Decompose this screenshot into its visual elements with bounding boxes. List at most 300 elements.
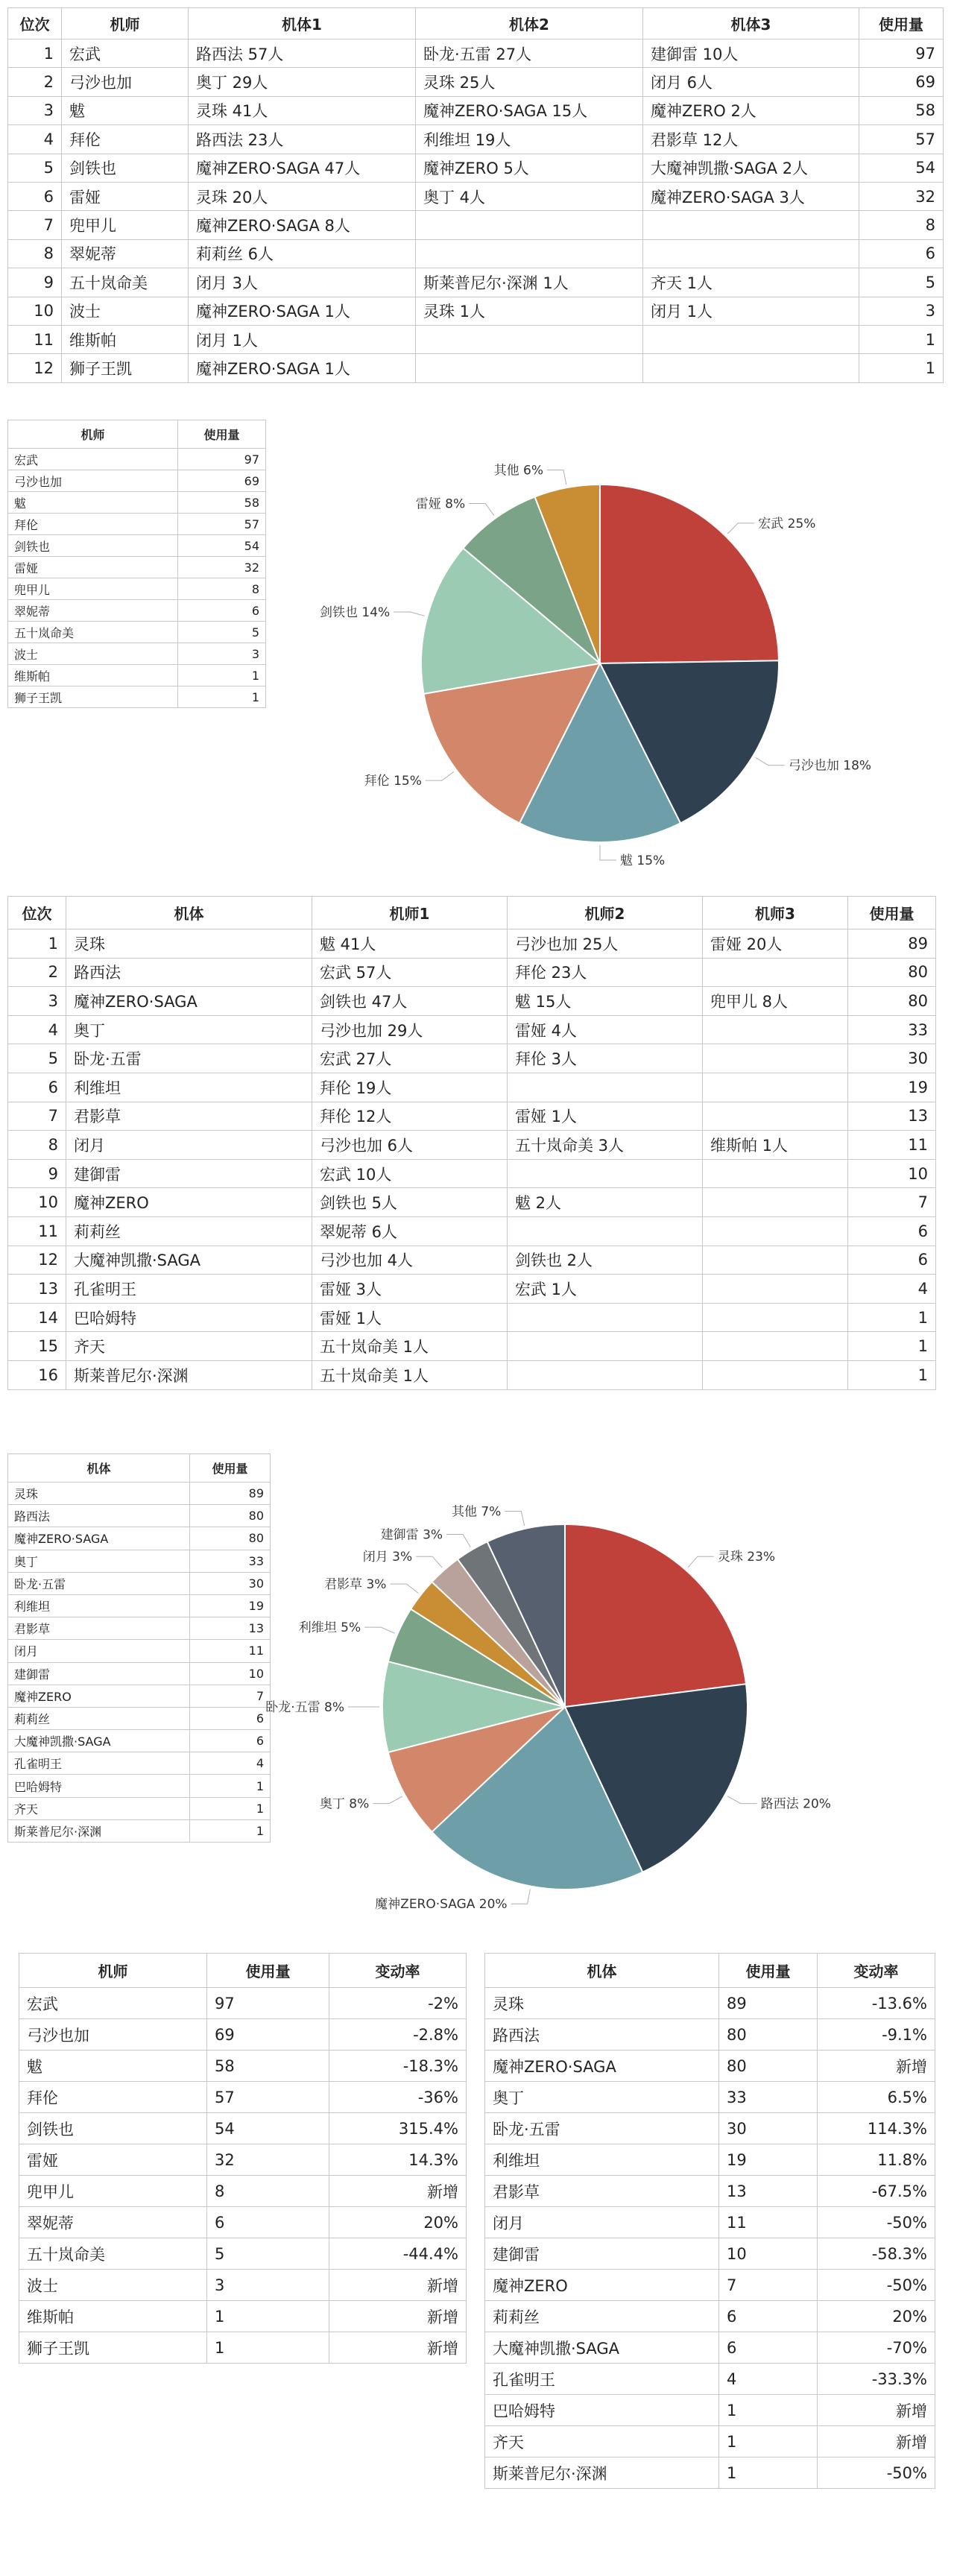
table-cell: 8 [207, 2176, 329, 2207]
table-cell: 32 [207, 2144, 329, 2176]
table-cell [508, 1159, 703, 1188]
table-cell: 6 [178, 600, 266, 622]
table-cell: 利维坦 [485, 2144, 719, 2176]
table-cell: 魔神ZERO·SAGA 47人 [189, 154, 416, 182]
table-cell: 19 [719, 2144, 818, 2176]
table-row [8, 1550, 271, 1572]
table-cell: 奥丁 [66, 1015, 312, 1044]
table-row [485, 2270, 935, 2301]
table-cell: 80 [848, 987, 936, 1016]
table-row [8, 154, 944, 182]
table-cell: 波士 [8, 643, 178, 665]
table-row [485, 2207, 935, 2238]
table-cell: 卧龙·五雷 [66, 1044, 312, 1073]
table-cell: 6 [848, 1246, 936, 1275]
table-cell: 1 [719, 2395, 818, 2426]
table-cell: 89 [190, 1483, 271, 1505]
pie-leader-line-4 [394, 612, 424, 616]
pie-label-8: 建御雷 3% [380, 1527, 443, 1543]
table-cell: 闭月 1人 [643, 297, 859, 325]
table-cell: 80 [848, 958, 936, 987]
column-header: 机师1 [312, 897, 508, 929]
table-row [8, 211, 944, 239]
table-cell: 魃 15人 [508, 987, 703, 1016]
table-cell: 大魔神凯撒·SAGA [66, 1246, 312, 1275]
table-cell: 奥丁 [485, 2082, 719, 2113]
table-cell: 33 [719, 2082, 818, 2113]
table-row [485, 2113, 935, 2144]
table-cell: 30 [719, 2113, 818, 2144]
table-row [8, 297, 944, 325]
table-cell: 97 [859, 40, 944, 68]
table-cell: 莉莉丝 [485, 2301, 719, 2332]
table-cell: 弓沙也加 25人 [508, 929, 703, 959]
table-cell [508, 1360, 703, 1389]
table-cell: 翠妮蒂 [8, 600, 178, 622]
table-row [485, 2301, 935, 2332]
table-cell: 20% [818, 2301, 935, 2332]
table-cell: 拜伦 19人 [312, 1073, 508, 1102]
table-row [8, 40, 944, 68]
table-row [8, 1159, 936, 1188]
table-row [8, 686, 266, 708]
pie-leader-line-6 [390, 1584, 418, 1593]
table-row [8, 1527, 271, 1550]
table-row [8, 1662, 271, 1685]
table-cell: 雷娅 3人 [312, 1275, 508, 1304]
pie-leader-line-3 [373, 1796, 402, 1804]
table-row [8, 268, 944, 297]
table-header-row [8, 897, 936, 929]
pie-leader-line-5 [364, 1627, 394, 1633]
table-row [19, 2332, 467, 2364]
column-header: 机师 [19, 1954, 207, 1988]
table-cell: 9 [8, 1159, 66, 1188]
table-cell: 拜伦 12人 [312, 1102, 508, 1131]
table-row [8, 1015, 936, 1044]
table-row [8, 600, 266, 622]
table-row [8, 125, 944, 154]
column-header: 使用量 [207, 1954, 329, 1988]
table-cell: 灵珠 41人 [189, 96, 416, 124]
pie-label-9: 其他 7% [451, 1504, 502, 1520]
table-cell: 卧龙·五雷 [8, 1572, 190, 1594]
mech-summary-table [7, 1453, 271, 1843]
table-cell: 君影草 [485, 2176, 719, 2207]
table-cell: 97 [178, 449, 266, 470]
table-row [19, 2176, 467, 2207]
table-cell: 新增 [818, 2051, 935, 2082]
table-cell: 翠妮蒂 6人 [312, 1216, 508, 1246]
table-row [8, 182, 944, 210]
column-header: 使用量 [848, 897, 936, 929]
column-header: 使用量 [178, 420, 266, 449]
column-header: 变动率 [818, 1954, 935, 1988]
table-cell [703, 1073, 848, 1102]
table-cell: 7 [848, 1188, 936, 1217]
table-header-row [8, 8, 944, 40]
table-cell: -2.8% [329, 2019, 467, 2051]
table-cell: 5 [207, 2238, 329, 2270]
table-cell: 闭月 3人 [189, 268, 416, 297]
table-row [8, 1707, 271, 1729]
table-cell [508, 1303, 703, 1332]
table-cell: 19 [190, 1594, 271, 1617]
table-row [8, 622, 266, 643]
table-cell: -50% [818, 2457, 935, 2489]
table-cell [643, 211, 859, 239]
table-cell: 剑铁也 2人 [508, 1246, 703, 1275]
table-cell: 维斯帕 [8, 665, 178, 686]
table-cell [508, 1073, 703, 1102]
table-cell: 20% [329, 2207, 467, 2238]
pie-label-1: 弓沙也加 18% [788, 758, 872, 774]
pie-label-1: 路西法 20% [760, 1796, 831, 1812]
table-cell: 6 [8, 1073, 66, 1102]
table-cell: 宏武 [62, 40, 189, 68]
table-row [8, 1594, 271, 1617]
table-cell: 斯莱普尼尔·深渊 [66, 1360, 312, 1389]
table-cell: 54 [207, 2113, 329, 2144]
table-cell: 7 [190, 1685, 271, 1707]
table-cell: 魔神ZERO·SAGA 8人 [189, 211, 416, 239]
table-cell: 1 [178, 665, 266, 686]
table-cell: 2 [8, 68, 62, 96]
table-cell: 建御雷 [66, 1159, 312, 1188]
table-cell: 1 [190, 1775, 271, 1797]
pie-label-6: 君影草 3% [324, 1577, 387, 1593]
table-cell: 80 [719, 2019, 818, 2051]
table-cell: 兜甲儿 [8, 578, 178, 600]
table-cell: 13 [719, 2176, 818, 2207]
table-cell: 8 [8, 1131, 66, 1160]
pie-leader-line-1 [727, 1796, 757, 1804]
table-cell: 13 [190, 1617, 271, 1640]
table-row [8, 354, 944, 382]
table-cell: 魔神ZERO·SAGA 1人 [189, 297, 416, 325]
table-cell: -67.5% [818, 2176, 935, 2207]
pie-label-4: 卧龙·五雷 8% [265, 1700, 344, 1715]
table-cell: 3 [8, 987, 66, 1016]
table-cell: 5 [178, 622, 266, 643]
pie-label-7: 闭月 3% [362, 1550, 413, 1565]
table-cell: 大魔神凯撒·SAGA [485, 2332, 719, 2364]
pie-slice-0 [600, 484, 779, 663]
table-cell: 新增 [329, 2176, 467, 2207]
table-cell: 新增 [329, 2301, 467, 2332]
table-cell: 5 [8, 154, 62, 182]
pie-label-4: 剑铁也 14% [319, 605, 391, 621]
column-header: 机体 [66, 897, 312, 929]
table-row [485, 1988, 935, 2019]
table-cell: 维斯帕 [62, 325, 189, 353]
table-row [8, 68, 944, 96]
column-header: 机体2 [416, 8, 643, 40]
table-cell: 6 [190, 1707, 271, 1729]
table-cell: 80 [190, 1505, 271, 1527]
table-cell: 32 [859, 182, 944, 210]
table-row [19, 2019, 467, 2051]
table-cell [416, 325, 643, 353]
table-cell: 58 [859, 96, 944, 124]
table-cell: 69 [178, 470, 266, 492]
table-row [8, 1685, 271, 1707]
pie-label-6: 其他 6% [493, 463, 544, 479]
pilot-change-table [19, 1953, 467, 2364]
column-header: 机师3 [703, 897, 848, 929]
table-row [485, 2082, 935, 2113]
table-cell: 1 [859, 354, 944, 382]
table-cell: 11 [190, 1640, 271, 1662]
table-cell: 8 [859, 211, 944, 239]
table-cell: 魔神ZERO 5人 [416, 154, 643, 182]
table-cell: 弓沙也加 4人 [312, 1246, 508, 1275]
table-cell: 魃 [8, 492, 178, 514]
table-cell: 拜伦 [19, 2082, 207, 2113]
pie-leader-line-1 [756, 757, 785, 765]
table-cell: 9 [8, 268, 62, 297]
table-row [8, 578, 266, 600]
table-cell: 69 [207, 2019, 329, 2051]
table-cell: 雷娅 [19, 2144, 207, 2176]
pie-leader-line-8 [446, 1534, 470, 1547]
pie-label-0: 宏武 25% [758, 516, 816, 531]
table-cell: 30 [848, 1044, 936, 1073]
table-row [19, 1988, 467, 2019]
table-row [8, 239, 944, 268]
table-cell: -50% [818, 2207, 935, 2238]
column-header: 机师 [8, 420, 178, 449]
table-cell: 维斯帕 [19, 2301, 207, 2332]
table-cell [643, 354, 859, 382]
table-cell: 建御雷 [485, 2238, 719, 2270]
pie-label-5: 利维坦 5% [298, 1620, 361, 1636]
table-row [8, 1188, 936, 1217]
table-cell: 莉莉丝 6人 [189, 239, 416, 268]
table-cell: 君影草 [8, 1617, 190, 1640]
table-cell: 4 [8, 1015, 66, 1044]
table-cell: 宏武 57人 [312, 958, 508, 987]
table-cell: 16 [8, 1360, 66, 1389]
table-cell: -13.6% [818, 1988, 935, 2019]
table-row [8, 1505, 271, 1527]
table-cell: 翠妮蒂 [62, 239, 189, 268]
table-row [19, 2113, 467, 2144]
table-row [8, 449, 266, 470]
table-cell: 7 [8, 211, 62, 239]
pie-leader-line-2 [600, 845, 616, 860]
pilot-summary-table [7, 420, 266, 708]
table-cell: 1 [719, 2457, 818, 2489]
table-cell: 6 [8, 182, 62, 210]
table-cell: 卧龙·五雷 27人 [416, 40, 643, 68]
table-row [8, 1752, 271, 1775]
table-cell: 路西法 [8, 1505, 190, 1527]
table-cell [703, 1303, 848, 1332]
table-row [8, 1797, 271, 1819]
table-cell: 1 [190, 1819, 271, 1842]
table-cell: 灵珠 [8, 1483, 190, 1505]
table-row [8, 643, 266, 665]
table-cell: 兜甲儿 [62, 211, 189, 239]
table-cell: 54 [859, 154, 944, 182]
column-header: 位次 [8, 8, 62, 40]
table-header-row [19, 1954, 467, 1988]
table-cell: 6 [207, 2207, 329, 2238]
table-cell: 58 [178, 492, 266, 514]
table-cell: 11.8% [818, 2144, 935, 2176]
table-cell: 4 [8, 125, 62, 154]
table-cell: -33.3% [818, 2364, 935, 2395]
table-row [8, 1246, 936, 1275]
table-row [485, 2144, 935, 2176]
column-header: 机体 [485, 1954, 719, 1988]
table-cell: 10 [190, 1662, 271, 1685]
table-row [8, 1303, 936, 1332]
table-cell: 雷娅 [62, 182, 189, 210]
table-cell: 魔神ZERO [485, 2270, 719, 2301]
table-cell: 33 [190, 1550, 271, 1572]
table-row [8, 1044, 936, 1073]
table-cell [416, 211, 643, 239]
table-cell: 路西法 [485, 2019, 719, 2051]
table-row [8, 1617, 271, 1640]
table-cell: 3 [859, 297, 944, 325]
table-cell: 11 [8, 1216, 66, 1246]
table-cell: 利维坦 [8, 1594, 190, 1617]
table-cell: 路西法 57人 [189, 40, 416, 68]
pie-label-0: 灵珠 23% [717, 1550, 776, 1565]
table-cell: 魔神ZERO [66, 1188, 312, 1217]
table-cell: 五十岚命美 1人 [312, 1360, 508, 1389]
table-cell: 魔神ZERO·SAGA [485, 2051, 719, 2082]
table-cell: 大魔神凯撒·SAGA [8, 1730, 190, 1752]
table-cell: 8 [178, 578, 266, 600]
table-row [8, 1332, 936, 1361]
table-cell [508, 1332, 703, 1361]
table-cell: 13 [8, 1275, 66, 1304]
table-cell: 弓沙也加 [19, 2019, 207, 2051]
table-cell: 10 [719, 2238, 818, 2270]
table-row [19, 2270, 467, 2301]
table-cell: 五十岚命美 [19, 2238, 207, 2270]
column-header: 机师 [62, 8, 189, 40]
table-cell: 7 [8, 1102, 66, 1131]
table-cell: 114.3% [818, 2113, 935, 2144]
column-header: 机师2 [508, 897, 703, 929]
table-cell: 闭月 6人 [643, 68, 859, 96]
table-row [8, 1216, 936, 1246]
table-cell: -36% [329, 2082, 467, 2113]
table-cell [703, 1044, 848, 1073]
table-cell: 斯莱普尼尔·深渊 [485, 2457, 719, 2489]
table-cell: 奥丁 29人 [189, 68, 416, 96]
table-cell: 宏武 [8, 449, 178, 470]
mech-share-pie-chart [265, 1483, 954, 1931]
table-cell: 4 [848, 1275, 936, 1304]
table-cell: 维斯帕 1人 [703, 1131, 848, 1160]
table-row [8, 1640, 271, 1662]
table-cell: 剑铁也 [8, 535, 178, 557]
table-row [485, 2176, 935, 2207]
table-row [8, 929, 936, 959]
column-header: 机体3 [643, 8, 859, 40]
table-cell: 6 [719, 2301, 818, 2332]
table-cell: -50% [818, 2270, 935, 2301]
table-cell: 孔雀明王 [485, 2364, 719, 2395]
table-cell: 97 [207, 1988, 329, 2019]
table-cell: 弓沙也加 [62, 68, 189, 96]
table-cell: 12 [8, 1246, 66, 1275]
table-row [485, 2019, 935, 2051]
table-cell: 剑铁也 5人 [312, 1188, 508, 1217]
table-cell: 灵珠 [485, 1988, 719, 2019]
table-cell: 80 [190, 1527, 271, 1550]
table-row [8, 1131, 936, 1160]
table-row [8, 1102, 936, 1131]
table-cell: 4 [190, 1752, 271, 1775]
table-cell: 33 [848, 1015, 936, 1044]
table-cell: 新增 [329, 2332, 467, 2364]
table-cell: 1 [859, 325, 944, 353]
table-cell: 1 [848, 1360, 936, 1389]
table-cell: 闭月 1人 [189, 325, 416, 353]
table-cell: 拜伦 23人 [508, 958, 703, 987]
table-cell: 狮子王凯 [62, 354, 189, 382]
table-row [485, 2426, 935, 2457]
table-cell: 3 [178, 643, 266, 665]
table-cell: 1 [848, 1332, 936, 1361]
table-cell [643, 325, 859, 353]
table-cell: 建御雷 [8, 1662, 190, 1685]
table-cell: 五十岚命美 [62, 268, 189, 297]
table-cell: 灵珠 25人 [416, 68, 643, 96]
table-cell: 闭月 [485, 2207, 719, 2238]
table-row [8, 96, 944, 124]
column-header: 变动率 [329, 1954, 467, 1988]
table-cell: 57 [859, 125, 944, 154]
table-cell: -9.1% [818, 2019, 935, 2051]
pie-label-2: 魔神ZERO·SAGA 20% [375, 1897, 508, 1913]
table-row [8, 514, 266, 535]
table-cell: 兜甲儿 [19, 2176, 207, 2207]
table-cell: 10 [8, 1188, 66, 1217]
table-cell: 闭月 [66, 1131, 312, 1160]
table-cell: 大魔神凯撒·SAGA 2人 [643, 154, 859, 182]
table-cell: 齐天 [8, 1797, 190, 1819]
table-cell: 57 [178, 514, 266, 535]
pie-label-2: 魃 15% [620, 853, 666, 868]
table-cell [643, 239, 859, 268]
table-cell: 魔神ZERO·SAGA 3人 [643, 182, 859, 210]
table-row [8, 1730, 271, 1752]
table-row [8, 1819, 271, 1842]
table-row [8, 470, 266, 492]
table-cell: 12 [8, 354, 62, 382]
table-cell: 弓沙也加 29人 [312, 1015, 508, 1044]
table-cell: 19 [848, 1073, 936, 1102]
table-row [485, 2051, 935, 2082]
column-header: 机体1 [189, 8, 416, 40]
pie-leader-line-6 [547, 470, 566, 485]
table-cell: 齐天 [485, 2426, 719, 2457]
table-cell: 利维坦 [66, 1073, 312, 1102]
column-header: 机体 [8, 1454, 190, 1483]
table-cell: 32 [178, 557, 266, 578]
pie-label-3: 拜伦 15% [364, 774, 422, 789]
table-row [8, 1572, 271, 1594]
table-cell: -58.3% [818, 2238, 935, 2270]
